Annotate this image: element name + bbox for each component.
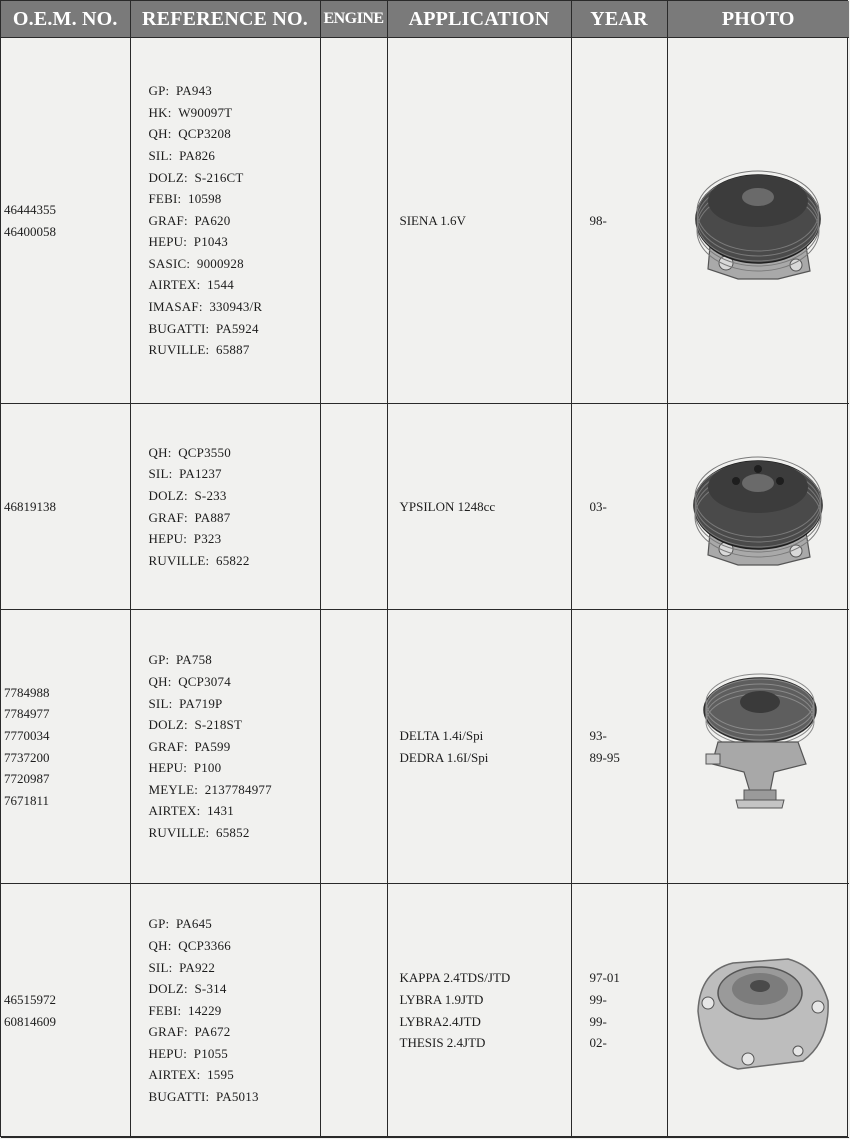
year-range: 99- bbox=[589, 991, 607, 1007]
reference-entry bbox=[149, 210, 320, 232]
engine-cell bbox=[320, 610, 387, 884]
reference-brand: RUVILLE bbox=[148, 825, 206, 841]
reference-separator: : bbox=[168, 147, 180, 163]
reference-entry bbox=[149, 913, 320, 935]
reference-entry bbox=[149, 296, 320, 318]
application-model: SIENA 1.6V bbox=[399, 212, 466, 228]
reference-separator: : bbox=[183, 509, 195, 525]
reference-brand: BUGATTI bbox=[148, 320, 206, 336]
reference-entry bbox=[149, 649, 320, 671]
reference-code: 9000928 bbox=[196, 255, 244, 271]
reference-separator: : bbox=[167, 673, 179, 689]
application-cell bbox=[387, 610, 571, 884]
reference-brand: QH bbox=[148, 126, 168, 142]
reference-separator: : bbox=[205, 552, 217, 568]
reference-code: P100 bbox=[193, 760, 222, 776]
photo-cell bbox=[667, 610, 849, 884]
reference-code: 65822 bbox=[216, 552, 250, 568]
oem-number: 46400058 bbox=[4, 223, 56, 239]
reference-separator: : bbox=[194, 781, 205, 797]
reference-code: PA5013 bbox=[216, 1089, 259, 1105]
reference-brand: SIL bbox=[148, 147, 169, 163]
reference-brand: DOLZ bbox=[148, 169, 184, 185]
reference-entry bbox=[149, 1086, 320, 1108]
oem-number: 7720987 bbox=[4, 771, 50, 787]
water-pump-flange-photo bbox=[668, 941, 850, 1081]
reference-separator: : bbox=[198, 299, 210, 315]
reference-entry bbox=[149, 442, 320, 464]
reference-separator: : bbox=[183, 487, 195, 503]
application-model: DEDRA 1.6I/Spi bbox=[399, 749, 489, 765]
reference-entry bbox=[149, 463, 320, 485]
water-pump-with-housing-photo bbox=[668, 672, 850, 822]
reference-code: 65887 bbox=[216, 342, 250, 358]
photo-cell bbox=[667, 404, 849, 610]
reference-brand: RUVILLE bbox=[148, 342, 206, 358]
reference-entry bbox=[149, 507, 320, 529]
reference-code: PA1237 bbox=[179, 466, 222, 482]
header-row bbox=[1, 1, 849, 38]
col-header-photo: PHOTO bbox=[667, 1, 849, 38]
reference-code: PA645 bbox=[176, 916, 212, 932]
water-pump-table bbox=[1, 1, 849, 1138]
year-range: 93- bbox=[589, 727, 607, 743]
reference-code: 14229 bbox=[188, 1002, 222, 1018]
col-header-reference: REFERENCE NO. bbox=[130, 1, 320, 38]
water-pump-large-pulley-photo bbox=[668, 151, 850, 291]
reference-entry bbox=[149, 935, 320, 957]
reference-brand: QH bbox=[148, 444, 168, 460]
reference-entry bbox=[149, 757, 320, 779]
reference-brand: HK bbox=[148, 104, 168, 120]
oem-number: 46819138 bbox=[4, 498, 56, 514]
reference-entry bbox=[149, 123, 320, 145]
reference-code: PA943 bbox=[176, 83, 212, 99]
reference-separator: : bbox=[205, 320, 217, 336]
reference-brand: GP bbox=[148, 83, 166, 99]
reference-separator: : bbox=[165, 916, 177, 932]
reference-entry bbox=[149, 978, 320, 1000]
year-range: 03- bbox=[589, 498, 607, 514]
reference-cell bbox=[130, 610, 320, 884]
reference-brand: QH bbox=[148, 673, 168, 689]
year-range: 99- bbox=[589, 1013, 607, 1029]
reference-code: PA758 bbox=[176, 652, 212, 668]
reference-cell bbox=[130, 884, 320, 1138]
reference-brand: HEPU bbox=[148, 1045, 184, 1061]
reference-entry bbox=[149, 188, 320, 210]
oem-cell bbox=[1, 884, 130, 1138]
reference-code: 2137784977 bbox=[204, 781, 272, 797]
reference-code: S-233 bbox=[194, 487, 227, 503]
reference-entry bbox=[149, 145, 320, 167]
reference-separator: : bbox=[177, 1002, 188, 1018]
reference-brand: DOLZ bbox=[148, 487, 184, 503]
reference-separator: : bbox=[196, 1067, 208, 1083]
reference-separator: : bbox=[165, 83, 177, 99]
reference-code: P1043 bbox=[193, 234, 228, 250]
year-cell bbox=[571, 884, 667, 1138]
oem-number: 46515972 bbox=[4, 991, 56, 1007]
reference-entry bbox=[149, 102, 320, 124]
col-header-engine: ENGINE bbox=[320, 1, 387, 38]
reference-entry bbox=[149, 550, 320, 572]
application-cell bbox=[387, 38, 571, 404]
water-pump-grooved-pulley-photo bbox=[668, 437, 850, 577]
reference-brand: AIRTEX bbox=[148, 277, 197, 293]
reference-entry bbox=[149, 528, 320, 550]
oem-cell bbox=[1, 38, 130, 404]
reference-brand: QH bbox=[148, 937, 168, 953]
reference-code: P1055 bbox=[193, 1045, 228, 1061]
reference-separator: : bbox=[183, 981, 195, 997]
col-header-year: YEAR bbox=[571, 1, 667, 38]
reference-separator: : bbox=[167, 126, 179, 142]
reference-code: QCP3366 bbox=[178, 937, 231, 953]
reference-separator: : bbox=[205, 825, 217, 841]
reference-entry bbox=[149, 318, 320, 340]
year-cell bbox=[571, 38, 667, 404]
reference-brand: GP bbox=[148, 916, 166, 932]
application-model: KAPPA 2.4TDS/JTD bbox=[399, 970, 511, 986]
reference-separator: : bbox=[168, 959, 180, 975]
reference-separator: : bbox=[167, 104, 179, 120]
reference-entry bbox=[149, 1021, 320, 1043]
oem-number: 7770034 bbox=[4, 727, 50, 743]
application-model: LYBRA 1.9JTD bbox=[399, 991, 484, 1007]
reference-entry bbox=[149, 693, 320, 715]
engine-cell bbox=[320, 884, 387, 1138]
reference-separator: : bbox=[183, 717, 195, 733]
reference-code: 1595 bbox=[207, 1067, 234, 1083]
reference-entry bbox=[149, 779, 320, 801]
oem-number: 7737200 bbox=[4, 749, 50, 765]
reference-entry bbox=[149, 253, 320, 275]
table-row bbox=[1, 404, 849, 610]
reference-code: PA599 bbox=[194, 738, 231, 754]
reference-separator: : bbox=[167, 444, 179, 460]
reference-code: PA672 bbox=[194, 1024, 231, 1040]
application-model: LYBRA2.4JTD bbox=[399, 1013, 481, 1029]
reference-brand: RUVILLE bbox=[148, 552, 206, 568]
reference-entry bbox=[149, 822, 320, 844]
reference-code: QCP3550 bbox=[178, 444, 231, 460]
oem-cell bbox=[1, 404, 130, 610]
col-header-application: APPLICATION bbox=[387, 1, 571, 38]
reference-brand: IMASAF bbox=[148, 299, 199, 315]
reference-code: QCP3208 bbox=[178, 126, 231, 142]
reference-cell bbox=[130, 38, 320, 404]
reference-separator: : bbox=[183, 1045, 194, 1061]
reference-entry bbox=[149, 274, 320, 296]
reference-separator: : bbox=[183, 1024, 195, 1040]
table-row bbox=[1, 38, 849, 404]
reference-cell bbox=[130, 404, 320, 610]
reference-brand: AIRTEX bbox=[148, 803, 197, 819]
reference-separator: : bbox=[165, 652, 177, 668]
reference-code: PA719P bbox=[179, 695, 223, 711]
reference-separator: : bbox=[183, 531, 194, 547]
reference-code: S-218ST bbox=[194, 717, 243, 733]
reference-brand: FEBI bbox=[148, 191, 178, 207]
reference-brand: GP bbox=[148, 652, 166, 668]
oem-number: 60814609 bbox=[4, 1013, 56, 1029]
application-model: THESIS 2.4JTD bbox=[399, 1035, 486, 1051]
reference-brand: HEPU bbox=[148, 531, 184, 547]
reference-brand: FEBI bbox=[148, 1002, 178, 1018]
table-row bbox=[1, 610, 849, 884]
engine-cell bbox=[320, 404, 387, 610]
reference-brand: SIL bbox=[148, 959, 169, 975]
oem-number: 7784977 bbox=[4, 706, 50, 722]
year-range: 97-01 bbox=[589, 970, 620, 986]
reference-code: PA620 bbox=[194, 212, 231, 228]
reference-code: 65852 bbox=[216, 825, 250, 841]
oem-number: 46444355 bbox=[4, 201, 56, 217]
year-range: 89-95 bbox=[589, 749, 620, 765]
reference-separator: : bbox=[183, 169, 195, 185]
reference-entry bbox=[149, 485, 320, 507]
oem-number: 7671811 bbox=[4, 792, 50, 808]
application-model: DELTA 1.4i/Spi bbox=[399, 727, 484, 743]
reference-separator: : bbox=[183, 738, 195, 754]
reference-separator: : bbox=[177, 191, 188, 207]
reference-code: 1544 bbox=[207, 277, 234, 293]
reference-code: PA922 bbox=[179, 959, 216, 975]
reference-entry bbox=[149, 80, 320, 102]
reference-brand: DOLZ bbox=[148, 717, 184, 733]
reference-brand: SIL bbox=[148, 466, 169, 482]
reference-code: PA887 bbox=[194, 509, 231, 525]
col-header-oem: O.E.M. NO. bbox=[1, 1, 130, 38]
reference-code: PA826 bbox=[179, 147, 216, 163]
reference-brand: GRAF bbox=[148, 212, 184, 228]
reference-code: 1431 bbox=[207, 803, 234, 819]
oem-cell bbox=[1, 610, 130, 884]
reference-brand: GRAF bbox=[148, 1024, 184, 1040]
reference-entry bbox=[149, 1064, 320, 1086]
reference-separator: : bbox=[205, 342, 217, 358]
oem-number: 7784988 bbox=[4, 684, 50, 700]
reference-separator: : bbox=[186, 255, 197, 271]
application-cell bbox=[387, 884, 571, 1138]
reference-code: S-216CT bbox=[194, 169, 244, 185]
reference-brand: HEPU bbox=[148, 760, 184, 776]
year-range: 02- bbox=[589, 1035, 607, 1051]
reference-code: PA5924 bbox=[216, 320, 259, 336]
reference-brand: HEPU bbox=[148, 234, 184, 250]
year-range: 98- bbox=[589, 212, 607, 228]
reference-separator: : bbox=[168, 695, 180, 711]
reference-separator: : bbox=[168, 466, 180, 482]
reference-entry bbox=[149, 800, 320, 822]
reference-entry bbox=[149, 736, 320, 758]
reference-brand: BUGATTI bbox=[148, 1089, 206, 1105]
reference-brand: GRAF bbox=[148, 509, 184, 525]
photo-cell bbox=[667, 884, 849, 1138]
reference-entry bbox=[149, 1043, 320, 1065]
reference-entry bbox=[149, 167, 320, 189]
reference-code: QCP3074 bbox=[178, 673, 231, 689]
table-row bbox=[1, 884, 849, 1138]
reference-separator: : bbox=[183, 234, 194, 250]
year-cell bbox=[571, 610, 667, 884]
reference-code: S-314 bbox=[194, 981, 227, 997]
reference-entry bbox=[149, 1000, 320, 1022]
reference-brand: AIRTEX bbox=[148, 1067, 197, 1083]
reference-entry bbox=[149, 231, 320, 253]
reference-separator: : bbox=[167, 937, 179, 953]
reference-separator: : bbox=[196, 277, 208, 293]
reference-brand: SASIC bbox=[148, 255, 187, 271]
reference-entry bbox=[149, 339, 320, 361]
reference-code: 10598 bbox=[188, 191, 222, 207]
reference-brand: SIL bbox=[148, 695, 169, 711]
reference-separator: : bbox=[183, 760, 194, 776]
reference-separator: : bbox=[196, 803, 208, 819]
reference-brand: GRAF bbox=[148, 738, 184, 754]
application-model: YPSILON 1248cc bbox=[399, 498, 496, 514]
application-cell bbox=[387, 404, 571, 610]
reference-code: W90097T bbox=[178, 104, 233, 120]
reference-entry bbox=[149, 714, 320, 736]
reference-separator: : bbox=[183, 212, 195, 228]
reference-brand: MEYLE bbox=[148, 781, 195, 797]
reference-separator: : bbox=[205, 1089, 217, 1105]
reference-entry bbox=[149, 957, 320, 979]
engine-cell bbox=[320, 38, 387, 404]
reference-code: 330943/R bbox=[209, 299, 263, 315]
year-cell bbox=[571, 404, 667, 610]
reference-entry bbox=[149, 671, 320, 693]
reference-brand: DOLZ bbox=[148, 981, 184, 997]
photo-cell bbox=[667, 38, 849, 404]
reference-code: P323 bbox=[193, 531, 222, 547]
